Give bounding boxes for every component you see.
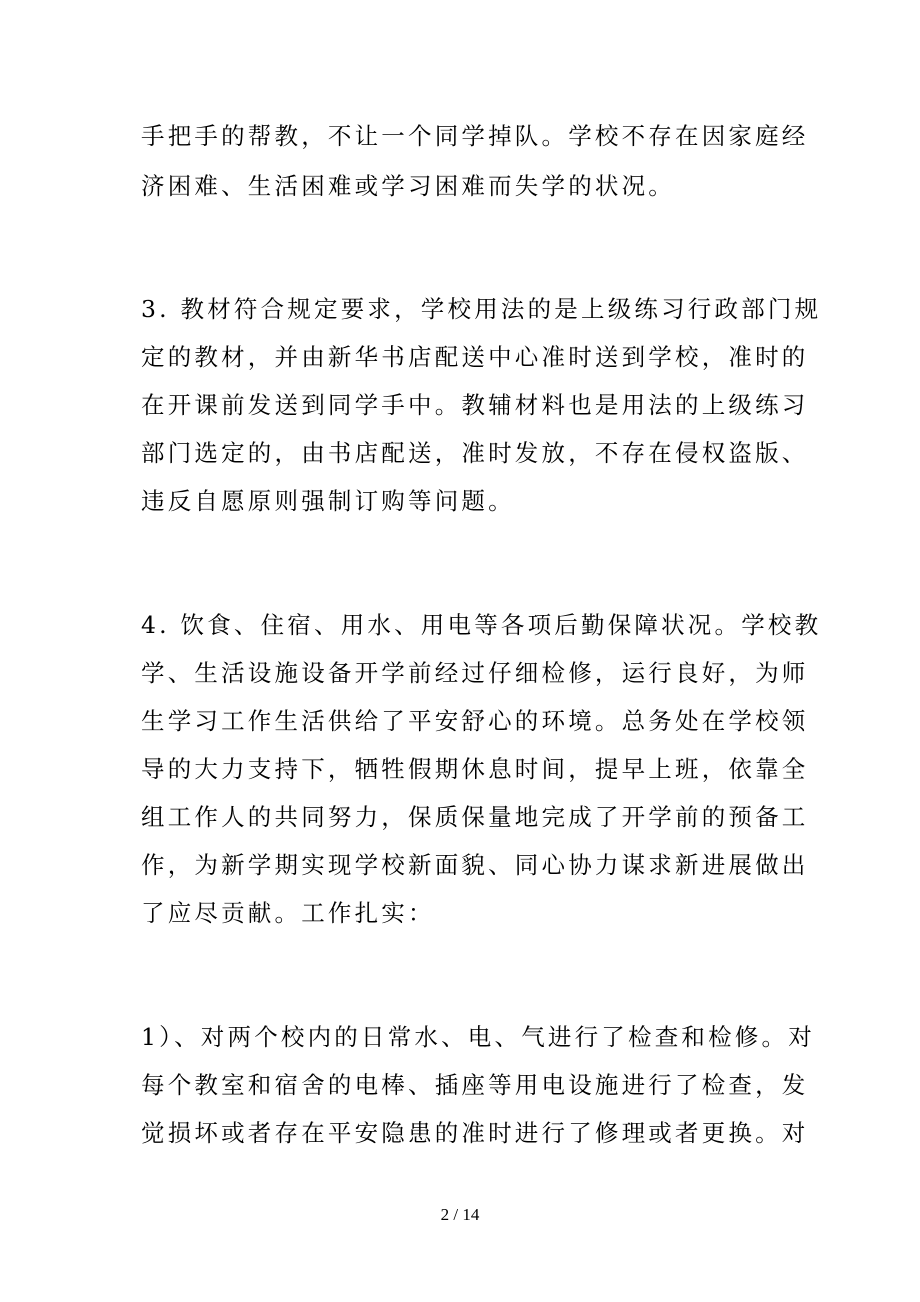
text-line: 觉损坏或者存在平安隐患的准时进行了修理或者更换。对 bbox=[141, 1119, 809, 1147]
text-line: 在开课前发送到同学手中。教辅材料也是用法的上级练习 bbox=[141, 391, 809, 419]
text-line: 组工作人的共同努力，保质保量地完成了开学前的预备工 bbox=[141, 803, 809, 831]
text-line: 了应尽贡献。工作扎实： bbox=[141, 899, 435, 927]
text-line: 学、生活设施设备开学前经过仔细检修，运行良好，为师 bbox=[141, 659, 809, 687]
text-line: 每个教室和宿舍的电棒、插座等用电设施进行了检查，发 bbox=[141, 1071, 809, 1099]
page-number: 2 / 14 bbox=[440, 1205, 480, 1224]
text-line: 手把手的帮教，不让一个同学掉队。学校不存在因家庭经 bbox=[141, 122, 809, 150]
text-line: 违反自愿原则强制订购等问题。 bbox=[141, 487, 515, 515]
text-line: 生学习工作生活供给了平安舒心的环境。总务处在学校领 bbox=[141, 707, 809, 735]
text-line: 作，为新学期实现学校新面貌、同心协力谋求新进展做出 bbox=[141, 851, 809, 879]
text-line: 4. 饮食、住宿、用水、用电等各项后勤保障状况。学校教 bbox=[141, 611, 822, 639]
text-line: 3. 教材符合规定要求，学校用法的是上级练习行政部门规 bbox=[141, 295, 822, 323]
text-line: 1）、对两个校内的日常水、电、气进行了检查和检修。对 bbox=[141, 1023, 815, 1051]
text-line: 定的教材，并由新华书店配送中心准时送到学校，准时的 bbox=[141, 343, 809, 371]
text-line: 导的大力支持下，牺牲假期休息时间，提早上班，依靠全 bbox=[141, 755, 809, 783]
text-line: 济困难、生活困难或学习困难而失学的状况。 bbox=[141, 172, 675, 200]
text-line: 部门选定的，由书店配送，准时发放，不存在侵权盗版、 bbox=[141, 439, 809, 467]
